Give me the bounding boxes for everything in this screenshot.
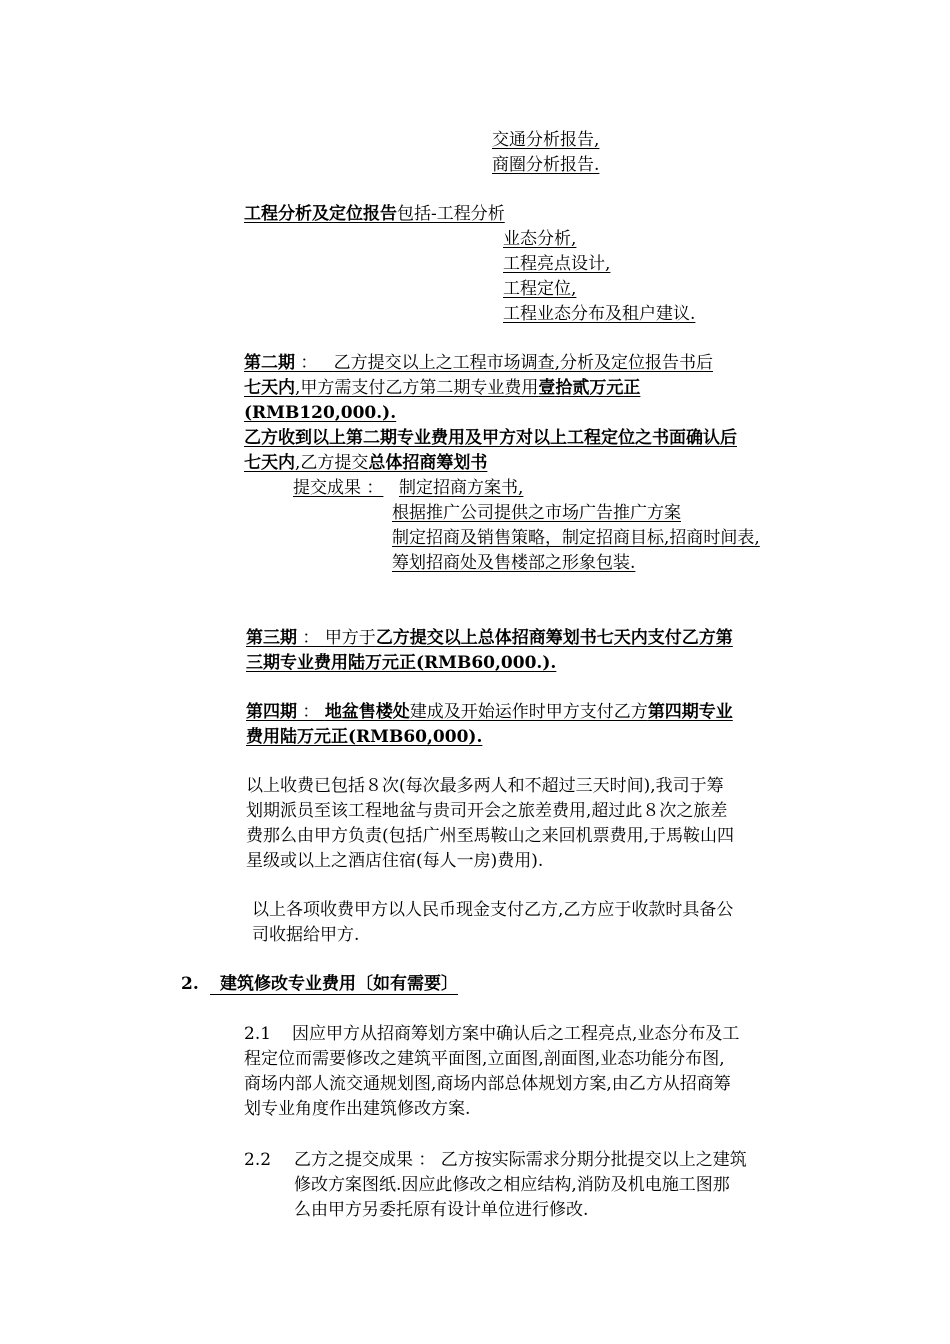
- phase2-line2: [244, 376, 640, 400]
- phase2-line5: [244, 451, 487, 475]
- phase2-line4: 乙方收到以上第二期专业费用及甲方对以上工程定位之书面确认后: [244, 428, 737, 448]
- project-analysis-intro: 包括-工程分析: [397, 204, 505, 224]
- item21-line: 因应甲方从招商筹划方案中确认后之工程亮点,业态分布及工: [292, 1024, 740, 1044]
- phase2-separator: ：: [295, 353, 334, 373]
- report-line-traffic: 交通分析报告,: [492, 130, 600, 150]
- phase3-line2: 三期专业费用陆万元正(RMB60,000.).: [246, 653, 557, 673]
- report-line-business-circle: 商圈分析报告.: [492, 155, 600, 175]
- phase2-deadline: 七天内: [244, 378, 295, 398]
- phase2-line1: [244, 351, 713, 375]
- item22-line: 么由甲方另委托原有设计单位进行修改.: [294, 1200, 589, 1220]
- item21-line: 划专业角度作出建筑修改方案.: [244, 1099, 471, 1119]
- travel-fee-line: 划期派员至该工程地盆与贵司开会之旅差费用,超过此８次之旅差: [246, 801, 728, 821]
- deliverables-label: 提交成果 ：: [293, 478, 384, 498]
- section2-title-text: 建筑修改专业费用〔如有需要〕: [220, 974, 458, 994]
- payment-method-line: 司收据给甲方.: [252, 925, 360, 945]
- phase4-label: 第四期: [246, 702, 297, 722]
- deliverable-item: 筹划招商处及售楼部之形象包装.: [392, 553, 636, 573]
- travel-fee-line: 以上收费已包括８次(每次最多两人和不超过三天时间),我司于筹: [246, 776, 724, 796]
- phase4-fee-label: 第四期专业: [647, 702, 733, 722]
- analysis-item: 业态分析,: [503, 229, 577, 249]
- travel-fee-line: 费那么由甲方负责(包括广州至馬鞍山之来回机票费用,于馬鞍山四: [246, 826, 735, 846]
- payment-method-line: 以上各项收费甲方以人民币现金支付乙方,乙方应于收款时具备公: [252, 900, 734, 920]
- phase2-label: 第二期: [244, 353, 295, 373]
- phase2-amount-rmb: (RMB120,000.).: [244, 403, 397, 423]
- item22-line: 修改方案图纸.因应此修改之相应结构,消防及机电施工图那: [294, 1175, 730, 1195]
- travel-fee-line: 星级或以上之酒店住宿(每人一房)费用).: [246, 851, 544, 871]
- analysis-item: 工程业态分布及租户建议.: [503, 304, 696, 324]
- phase3-text-a: 甲方于: [324, 628, 376, 648]
- item21-line: 商场内部人流交通规划图,商场内部总体规划方案,由乙方从招商筹: [244, 1074, 731, 1094]
- phase3-label: 第三期: [246, 628, 297, 648]
- phase2-submit-text: ,乙方提交: [295, 453, 369, 473]
- phase2-text: 乙方提交以上之工程市场调查,分析及定位报告书后: [333, 353, 714, 373]
- phase4-location: 地盆售楼处: [324, 702, 410, 722]
- phase4-text: 建成及开始运作时甲方支付乙方: [409, 702, 648, 722]
- deliverable-item: 制定招商及销售策略，制定招商目标,招商时间表,: [392, 528, 760, 548]
- phase4-separator: ：: [297, 702, 325, 722]
- deliverable-item: 根据推广公司提供之市场广告推广方案: [392, 503, 681, 523]
- phase2-plan-name: 总体招商筹划书: [368, 453, 488, 473]
- deliverables-label-line: [293, 476, 383, 500]
- phase3-line1: [246, 626, 733, 650]
- analysis-item: 工程定位,: [503, 279, 577, 299]
- item22-number: 2.2: [244, 1150, 272, 1170]
- section2-title: [210, 972, 458, 995]
- phase2-deadline-2: 七天内: [244, 453, 295, 473]
- phase4-line2: 费用陆万元正(RMB60,000).: [246, 727, 483, 747]
- project-analysis-heading: 工程分析及定位报告: [244, 204, 397, 224]
- deliverable-item: 制定招商方案书,: [399, 478, 524, 498]
- project-analysis-line: [244, 202, 505, 226]
- section2-number: 2.: [181, 974, 199, 994]
- item21-number: 2.1: [244, 1024, 272, 1044]
- phase3-text-b: 乙方提交以上总体招商筹划书七天内支付乙方第: [375, 628, 733, 648]
- phase2-payment-text: ,甲方需支付乙方第二期专业费用: [295, 378, 539, 398]
- phase4-line1: [246, 700, 733, 724]
- phase2-amount: 壹拾贰万元正: [538, 378, 641, 398]
- item22-line: 乙方之提交成果 ： 乙方按实际需求分期分批提交以上之建筑: [294, 1150, 747, 1170]
- item21-line: 程定位而需要修改之建筑平面图,立面图,剖面图,业态功能分布图,: [244, 1049, 725, 1069]
- phase3-separator: ：: [297, 628, 325, 648]
- analysis-item: 工程亮点设计,: [503, 254, 611, 274]
